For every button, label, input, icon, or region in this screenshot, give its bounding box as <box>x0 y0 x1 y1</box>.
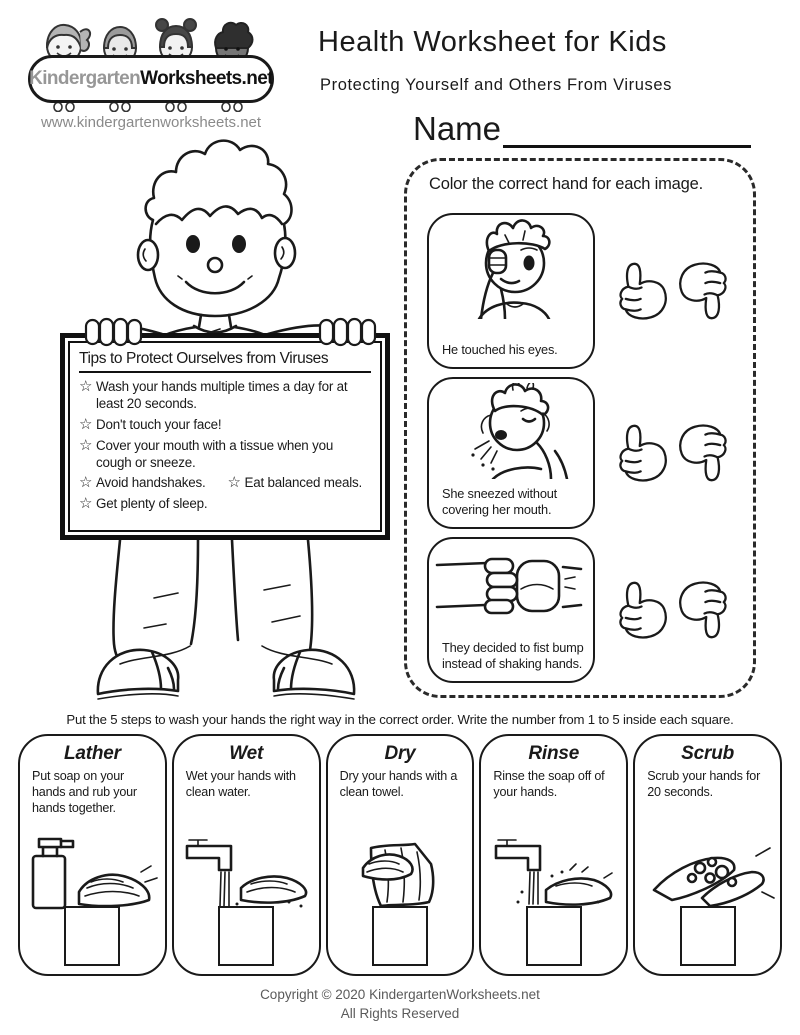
tip-item <box>79 475 206 492</box>
step-title: Rinse <box>528 743 580 764</box>
logo-banner <box>28 55 274 103</box>
answer-square[interactable] <box>218 906 274 966</box>
hand-choices <box>603 256 743 326</box>
towel-drying-hands-illustration <box>333 832 469 910</box>
tip-text: Avoid handshakes. <box>96 475 206 491</box>
thumbs-up-icon[interactable] <box>603 575 673 645</box>
steps-instruction: Put the 5 steps to wash your hands the right way in the correct order. Write the number from 1 to 5 inside each square. <box>66 712 734 727</box>
logo <box>28 10 274 138</box>
step-card-lather <box>18 734 167 976</box>
faucet-wetting-hands-illustration <box>179 832 315 910</box>
tip-item <box>79 379 371 413</box>
hand-choices <box>603 418 743 488</box>
step-description: Wet your hands with clean water. <box>185 769 296 800</box>
tip-item <box>228 475 363 492</box>
color-activity-row <box>427 213 753 369</box>
tips-sign <box>60 333 390 540</box>
hand-choices <box>603 575 743 645</box>
tip-item <box>79 496 371 513</box>
logo-url: www.kindergartenworksheets.net <box>40 114 262 131</box>
star-bullet-icon: ☆ <box>79 474 93 492</box>
steps-row <box>18 734 782 976</box>
step-description: Dry your hands with a clean towel. <box>339 769 458 800</box>
tip-text: Don't touch your face! <box>96 416 222 432</box>
tips-sign-title: Tips to Protect Ourselves from Viruses <box>79 350 371 373</box>
tip-text: Eat balanced meals. <box>244 475 363 491</box>
color-activity-instruction: Color the correct hand for each image. <box>429 175 703 193</box>
fist-bump-illustration <box>433 543 591 629</box>
image-caption: They decided to fist bump instead of shaking hands. <box>442 639 584 672</box>
answer-square[interactable] <box>64 906 120 966</box>
thumbs-up-icon[interactable] <box>603 418 673 488</box>
step-card-dry <box>326 734 475 976</box>
color-activity-row <box>427 537 753 683</box>
star-bullet-icon: ☆ <box>79 415 93 433</box>
step-title: Lather <box>63 743 121 764</box>
answer-square[interactable] <box>526 906 582 966</box>
name-field <box>413 108 751 148</box>
step-title: Wet <box>229 743 264 764</box>
step-card-wet <box>172 734 321 976</box>
answer-square[interactable] <box>372 906 428 966</box>
step-description: Rinse the soap off of your hands. <box>493 769 605 800</box>
tips-sign-inner <box>68 341 382 532</box>
faucet-rinsing-hands-illustration <box>486 832 622 910</box>
step-title: Dry <box>384 743 416 764</box>
answer-square[interactable] <box>680 906 736 966</box>
name-input-line[interactable] <box>503 108 751 148</box>
scrubbing-hands-illustration <box>640 832 776 910</box>
color-activity-row <box>427 377 753 529</box>
image-card <box>427 537 595 683</box>
boy-right-hand-icon <box>318 317 378 347</box>
step-description: Scrub your hands for 20 seconds. <box>647 769 761 800</box>
thumbs-down-icon[interactable] <box>673 418 743 488</box>
star-bullet-icon: ☆ <box>79 495 93 513</box>
boy-left-hand-icon <box>84 317 144 347</box>
copyright-text: Copyright © 2020 KindergartenWorksheets.net <box>260 987 540 1002</box>
logo-brand-gray: Kindergarten <box>29 68 141 89</box>
girl-sneezing-illustration <box>433 383 591 479</box>
star-bullet-icon: ☆ <box>227 474 241 492</box>
image-caption: He touched his eyes. <box>442 342 558 358</box>
image-card <box>427 213 595 369</box>
image-card <box>427 377 595 529</box>
tip-pair-row <box>79 475 371 496</box>
tip-item <box>79 438 371 472</box>
star-bullet-icon: ☆ <box>79 436 93 454</box>
name-label: Name <box>413 110 502 147</box>
image-caption: She sneezed without covering her mouth. <box>442 485 558 518</box>
step-title: Scrub <box>681 743 735 764</box>
color-activity-box <box>404 158 756 698</box>
tip-item <box>79 417 371 434</box>
soap-on-hands-illustration <box>25 832 161 910</box>
page-subtitle: Protecting Yourself and Others From Viruses <box>320 76 672 94</box>
star-bullet-icon: ☆ <box>79 378 93 395</box>
tip-text: Wash your hands multiple times a day for at least 20 seconds. <box>96 379 348 411</box>
tip-text: Cover your mouth with a tissue when you cough or sneeze. <box>96 437 334 470</box>
step-card-rinse <box>479 734 628 976</box>
step-card-scrub <box>633 734 782 976</box>
boy-touching-eye-illustration <box>433 219 591 319</box>
thumbs-up-icon[interactable] <box>603 256 673 326</box>
rights-text: All Rights Reserved <box>340 1005 460 1021</box>
page-title: Health Worksheet for Kids <box>318 26 667 58</box>
footer <box>0 986 800 1024</box>
tip-text: Get plenty of sleep. <box>96 496 208 512</box>
logo-brand-black: Worksheets.net <box>140 68 273 89</box>
thumbs-down-icon[interactable] <box>673 575 743 645</box>
thumbs-down-icon[interactable] <box>673 256 743 326</box>
step-description: Put soap on your hands and rub your hands together. <box>32 769 137 816</box>
